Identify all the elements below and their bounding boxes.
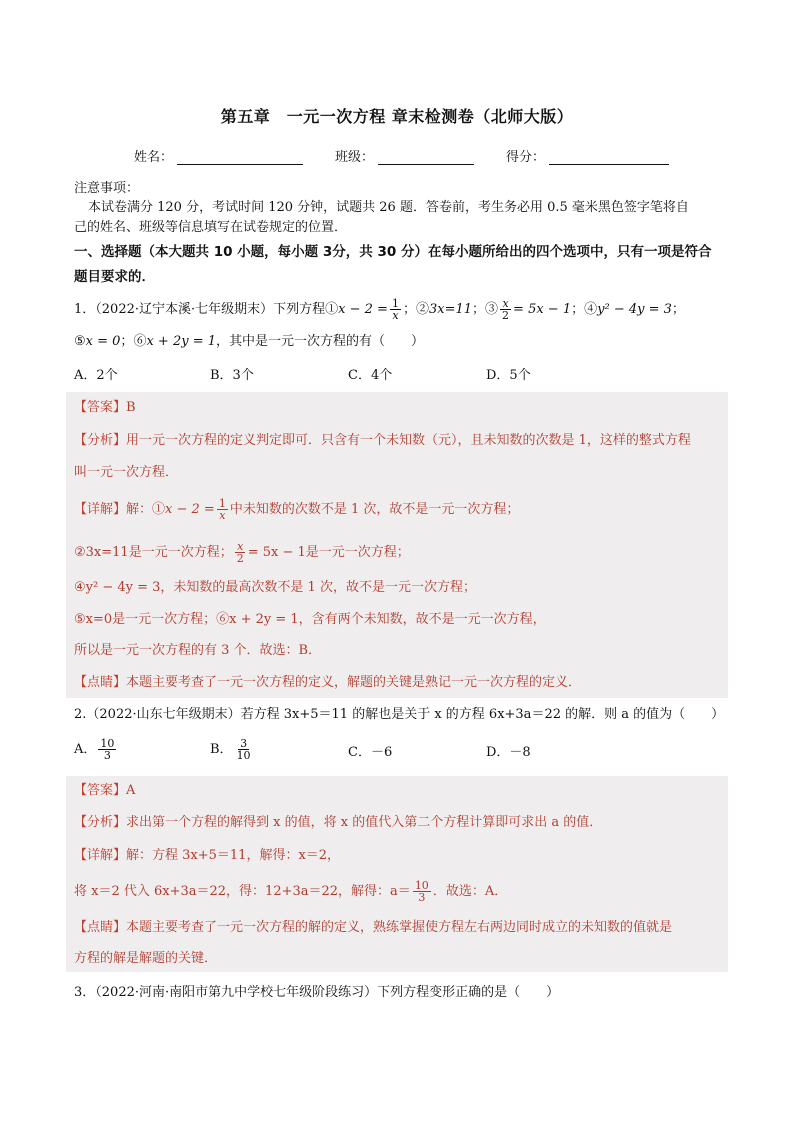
score-blank[interactable] (549, 150, 669, 165)
q1-mark-1: ① (325, 302, 339, 317)
q1-detail-line-4: ⑤x=0是一元一次方程；⑥x + 2y = 1，含有两个未知数，故不是一元一次方程， (74, 612, 546, 627)
notice-line-2: 己的姓名、班级等信息填写在试卷规定的位置． (74, 220, 348, 235)
q1-detail-line-3: ④y² − 4y = 3，未知数的最高次数不是 1 次，故不是一元一次方程； (74, 580, 476, 595)
name-label: 姓名： (134, 150, 174, 165)
q3-stem: 3．（2022·河南·南阳市第九中学校七年级阶段练习）下列方程变形正确的是（ ） (74, 985, 560, 1000)
q1-option-b[interactable]: B．3个 (210, 368, 254, 383)
q2-option-b[interactable]: B． $\frac{3}{10}$ (210, 737, 251, 762)
q2-option-d[interactable]: D．－8 (486, 745, 531, 760)
q1-detail-line-1: 【详解】解：①x − 2 = $\frac{1}{x}$ 中未知数的次数不是 1 次，故不是一元一次方程； (74, 497, 520, 522)
section-heading-line-2: 题目要求的． (74, 269, 155, 285)
q2-detail-line-1: 【详解】解：方程 3x+5＝11，解得：x＝2， (74, 848, 341, 863)
q1-answer: 【答案】B (74, 400, 136, 415)
q1-tail: ，其中是一元一次方程的有（ ） (216, 334, 425, 349)
q1-frac-3: $\frac{x}{2}$ (502, 297, 510, 322)
q2-answer: 【答案】A (74, 783, 136, 798)
q1-point: 【点睛】本题主要考查了一元一次方程的定义，解题的关键是熟记一元一次方程的定义． (74, 675, 582, 690)
page-title: 第五章 一元一次方程 章末检测卷（北师大版） (220, 107, 574, 126)
q2-stem: 2.（2022·山东七年级期末）若方程 3x+5＝11 的解也是关于 x 的方程 6x+3a＝22 的解．则 a 的值为（ ） (74, 707, 725, 722)
q1-option-c[interactable]: C．4个 (348, 368, 393, 383)
q1-frac-1: $\frac{1}{x}$ (391, 297, 399, 322)
q1-eq-3: = 5x − 1 (513, 302, 572, 317)
q1-eq-2: 3x=11 (428, 302, 473, 317)
q1-eq-6: x + 2y = 1 (146, 334, 216, 349)
q1-eq-5: x = 0 (85, 334, 121, 349)
student-info-row (134, 146, 701, 165)
name-blank[interactable] (177, 150, 303, 165)
q2-option-c[interactable]: C．－6 (348, 745, 393, 760)
q2-point-line-2: 方程的解是解题的关键． (74, 951, 218, 966)
q1-option-a[interactable]: A．2个 (74, 368, 118, 383)
class-blank[interactable] (378, 150, 474, 165)
class-label: 班级： (335, 150, 375, 165)
score-field (506, 146, 669, 165)
q1-eq-1: x − 2 = (338, 302, 388, 317)
name-field (134, 146, 303, 165)
q2-point-line-1: 【点睛】本题主要考查了一元一次方程的解的定义，熟练掌握使方程左右两边同时成立的未知数的值就是 (74, 920, 673, 935)
class-field (335, 146, 474, 165)
score-label: 得分： (506, 150, 546, 165)
q1-analysis-line-1: 【分析】用一元一次方程的定义判定即可．只含有一个未知数（元），且未知数的次数是 1，这样的整式方程 (74, 433, 691, 448)
q1-stem-line-1: 1．（2022·辽宁本溪·七年级期末）下列方程①x − 2 = $\frac{1}{x}$ ；②3x=11；③ $\frac{x}{2}$ = 5x − 1；④y² − 4y = 3； (74, 297, 685, 322)
section-heading-line-1: 一、选择题（本大题共 10 小题，每小题 3分，共 30 分）在每小题所给出的四个选项中，只有一项是符合 (74, 244, 712, 260)
q2-analysis: 【分析】求出第一个方程的解得到 x 的值，将 x 的值代入第二个方程计算即可求出 a 的值． (74, 815, 603, 830)
q2-option-a[interactable]: A． $\frac{10}{3}$ (74, 737, 115, 762)
q1-prefix: 1．（2022·辽宁本溪·七年级期末）下列方程 (74, 302, 326, 317)
q1-detail-line-5: 所以是一元一次方程的有 3 个．故选：B． (74, 643, 322, 658)
q1-eq-4: y² − 4y = 3 (597, 302, 672, 317)
notice-heading: 注意事项： (74, 181, 140, 196)
q1-analysis-line-2: 叫一元一次方程． (74, 465, 179, 480)
notice-line-1: 本试卷满分 120 分，考试时间 120 分钟，试题共 26 题．答卷前，考生务必用 0.5 毫米黑色签字笔将自 (88, 200, 689, 215)
q1-option-d[interactable]: D．5个 (486, 368, 531, 383)
q2-detail-line-2: 将 x＝2 代入 6x+3a＝22，得：12+3a＝22，解得：a＝ $\frac{10}{3}$ ．故选：A． (74, 879, 508, 904)
q2-solution-box (66, 776, 728, 972)
q1-detail-line-2: ②3x=11是一元一次方程； $\frac{x}{2}$ = 5x − 1是一元一次方程； (74, 540, 410, 565)
q1-stem-line-2: ⑤x = 0；⑥x + 2y = 1，其中是一元一次方程的有（ ） (74, 334, 425, 349)
